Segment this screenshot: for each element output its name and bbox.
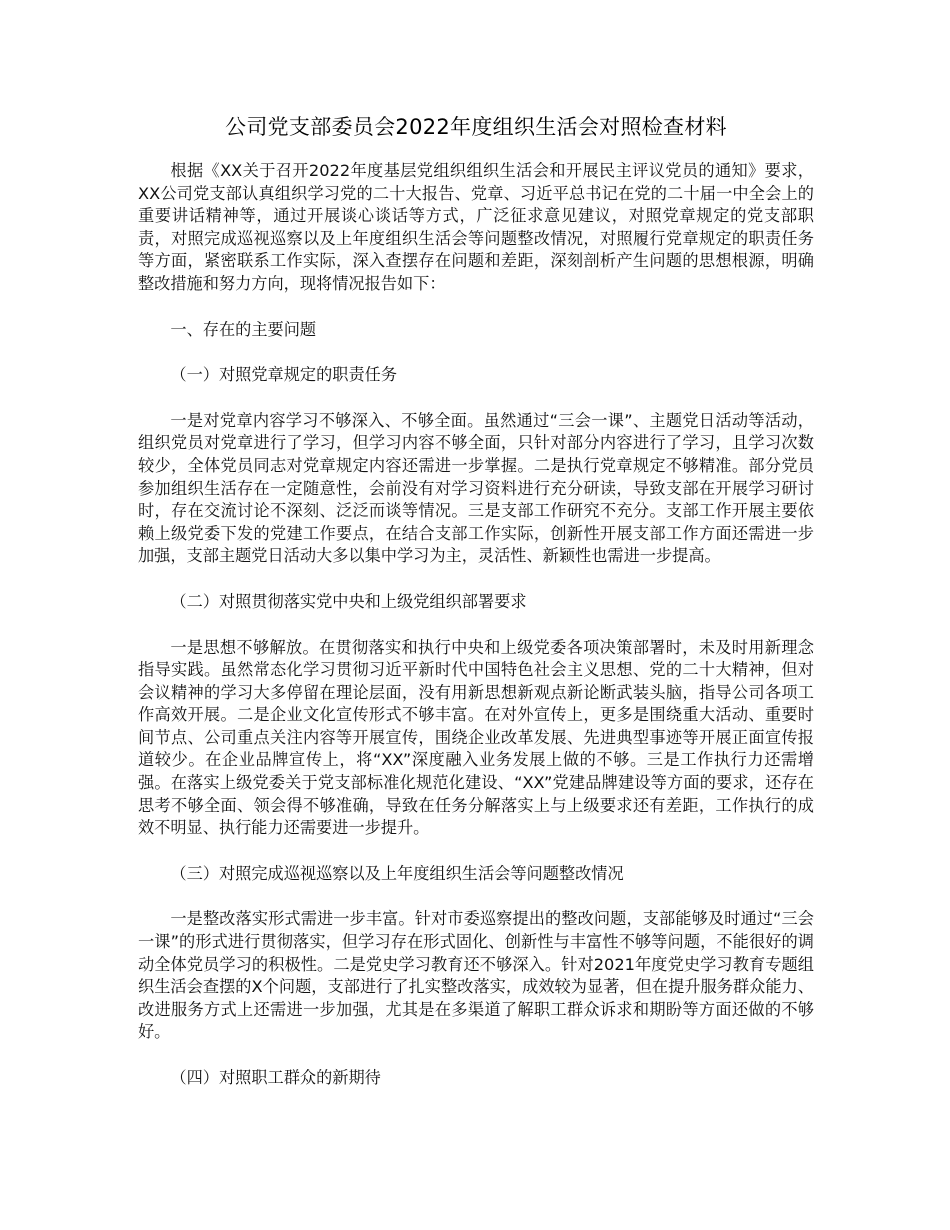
subsection-heading-2: （二）对照贯彻落实党中央和上级党组织部署要求: [170, 591, 527, 611]
document-title: 公司党支部委员会2022年度组织生活会对照检查材料: [225, 115, 727, 139]
section-heading-problems: 一、存在的主要问题: [170, 319, 317, 339]
subsection-heading-3: （三）对照完成巡视巡察以及上年度组织生活会等问题整改情况: [170, 863, 624, 883]
document-content: [138, 112, 814, 1090]
subsection-body-3: 一是整改落实形式需进一步丰富。针对市委巡察提出的整改问题，支部能够及时通过“三会一课”的形式进行贯彻落实，但学习存在形式固化、创新性与丰富性不够等问题，不能很好的调动全体党员学习的积极性。二是党史学习教育还不够深入。针对2021年度党史学习教育专题组织生活会查摆的X个问题，支部进行了扎实整改落实，成效较为显著，但在提升服务群众能力、改进服务方式上还需进一步加强，尤其是在多渠道了解职工群众诉求和期盼等方面还做的不够好。: [138, 909, 814, 1042]
subsection-heading-4: （四）对照职工群众的新期待: [170, 1068, 381, 1087]
subsection-heading-1: （一）对照党章规定的职责任务: [170, 365, 398, 385]
subsection-body-1: 一是对党章内容学习不够深入、不够全面。虽然通过“三会一课”、主题党日活动等活动，组织党员对党章进行了学习，但学习内容不够全面，只针对部分内容进行了学习，且学习次数较少，全体党员同志对党章规定内容还需进一步掌握。二是执行党章规定不够精准。部分党员参加组织生活存在一定随意性，会前没有对学习资料进行充分研读，导致支部在开展学习研讨时，存在交流讨论不深刻、泛泛而谈等情况。三是支部工作研究不充分。支部工作开展主要依赖上级党委下发的党建工作要点，在结合支部工作实际，创新性开展支部工作方面还需进一步加强，支部主题党日活动大多以集中学习为主，灵活性、新颖性也需进一步提高。: [138, 410, 814, 566]
intro-paragraph: 根据《XX关于召开2022年度基层党组织组织生活会和开展民主评议党员的通知》要求，XX公司党支部认真组织学习党的二十大报告、党章、习近平总书记在党的二十届一中全会上的重要讲话精神等，通过开展谈心谈话等方式，广泛征求意见建议，对照党章规定的党支部职责，对照完成巡视巡察以及上年度组织生活会等问题整改情况，对照履行党章规定的职责任务等方面，紧密联系工作实际，深入查摆存在问题和差距，深刻剖析产生问题的思想根源，明确整改措施和努力方向，现将情况报告如下：: [138, 161, 814, 293]
subsection-body-2: 一是思想不够解放。在贯彻落实和执行中央和上级党委各项决策部署时，未及时用新理念指导实践。虽然常态化学习贯彻习近平新时代中国特色社会主义思想、党的二十大精神，但对会议精神的学习大多停留在理论层面，没有用新思想新观点新论断武装头脑，指导公司各项工作高效开展。二是企业文化宣传形式不够丰富。在对外宣传上，更多是围绕重大活动、重要时间节点、公司重点关注内容等开展宣传，围绕企业改革发展、先进典型事迹等开展正面宣传报道较少。在企业品牌宣传上，将“XX”深度融入业务发展上做的不够。三是工作执行力还需增强。在落实上级党委关于党支部标准化规范化建设、“XX”党建品牌建设等方面的要求，还存在思考不够全面、领会得不够准确，导致在任务分解落实上与上级要求还有差距，工作执行的成效不明显、执行能力还需要进一步提升。: [138, 637, 814, 838]
